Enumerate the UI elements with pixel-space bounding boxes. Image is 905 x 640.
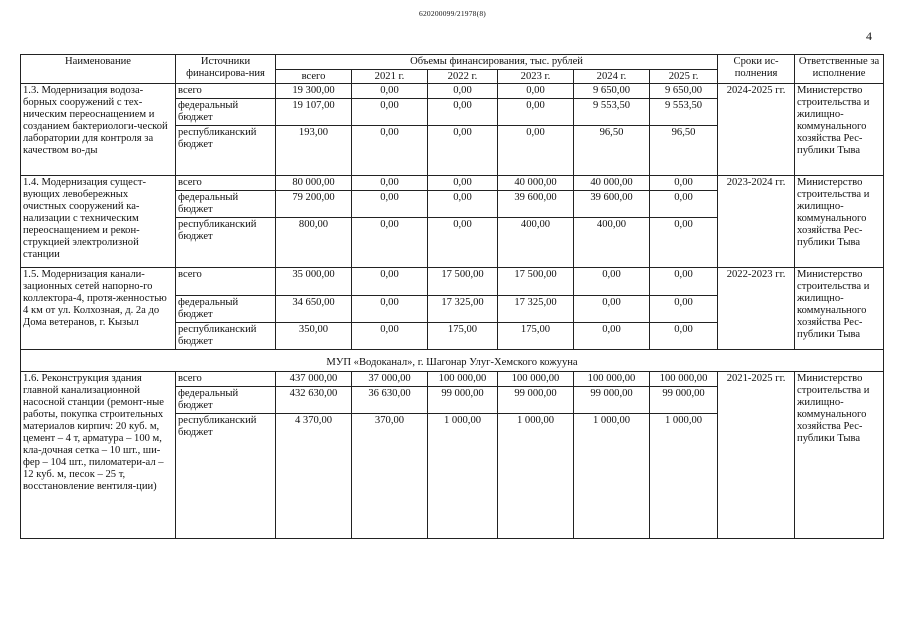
col-header-total: всего: [276, 69, 352, 84]
responsible-cell: Министерство строительства и жилищно-коммунального хозяйства Рес-публики Тыва: [795, 372, 884, 539]
value-cell: 432 630,00: [276, 387, 352, 414]
term-cell: 2024-2025 гг.: [718, 84, 795, 176]
source-cell: республиканский бюджет: [176, 414, 276, 539]
value-cell: 9 650,00: [574, 84, 650, 99]
value-cell: 0,00: [650, 218, 718, 268]
source-cell: всего: [176, 268, 276, 296]
source-cell: всего: [176, 84, 276, 99]
value-cell: 19 300,00: [276, 84, 352, 99]
responsible-cell: Министерство строительства и жилищно-коммунального хозяйства Рес-публики Тыва: [795, 176, 884, 268]
value-cell: 35 000,00: [276, 268, 352, 296]
col-header-2023: 2023 г.: [498, 69, 574, 84]
project-name: 1.5. Модернизация канали-зационных сетей напорно-го коллектора-4, протя-женностью 4 км от ул. Колхозная, д. 2а до Дома ветеранов, г. Кызыл: [21, 268, 176, 350]
value-cell: 175,00: [428, 323, 498, 350]
col-header-2024: 2024 г.: [574, 69, 650, 84]
section-title: МУП «Водоканал», г. Шагонар Улуг-Хемского кожууна: [21, 350, 884, 372]
value-cell: 100 000,00: [650, 372, 718, 387]
value-cell: 100 000,00: [428, 372, 498, 387]
value-cell: 0,00: [428, 84, 498, 99]
table-row: [21, 176, 884, 191]
page-number: 4: [866, 29, 872, 43]
value-cell: 19 107,00: [276, 99, 352, 126]
value-cell: 34 650,00: [276, 296, 352, 323]
term-cell: 2023-2024 гг.: [718, 176, 795, 268]
value-cell: 0,00: [574, 268, 650, 296]
value-cell: 99 000,00: [574, 387, 650, 414]
value-cell: 96,50: [650, 126, 718, 176]
value-cell: 0,00: [498, 99, 574, 126]
value-cell: 1 000,00: [498, 414, 574, 539]
table-row: [21, 372, 884, 387]
value-cell: 99 000,00: [428, 387, 498, 414]
col-header-volumes: Объемы финансирования, тыс. рублей: [276, 55, 718, 70]
col-header-responsible: Ответственные за исполнение: [795, 55, 884, 84]
value-cell: 0,00: [352, 176, 428, 191]
value-cell: 0,00: [352, 191, 428, 218]
source-cell: федеральный бюджет: [176, 296, 276, 323]
value-cell: 0,00: [352, 323, 428, 350]
value-cell: 17 325,00: [498, 296, 574, 323]
value-cell: 0,00: [650, 176, 718, 191]
value-cell: 99 000,00: [498, 387, 574, 414]
project-name: 1.4. Модернизация сущест-вующих левобережных очистных сооружений ка-нализации с техническим переоснащением и рекон-струкцией электролизной станции: [21, 176, 176, 268]
document-id: 620200099/21978(8): [419, 9, 486, 18]
value-cell: 350,00: [276, 323, 352, 350]
value-cell: 36 630,00: [352, 387, 428, 414]
header-row-1: [21, 55, 884, 70]
value-cell: 0,00: [352, 126, 428, 176]
col-header-name: Наименование: [21, 55, 176, 84]
financing-table: [20, 54, 884, 539]
source-cell: республиканский бюджет: [176, 126, 276, 176]
col-header-2021: 2021 г.: [352, 69, 428, 84]
source-cell: федеральный бюджет: [176, 99, 276, 126]
value-cell: 800,00: [276, 218, 352, 268]
value-cell: 0,00: [352, 268, 428, 296]
table-row: [21, 268, 884, 296]
value-cell: 0,00: [352, 99, 428, 126]
value-cell: 0,00: [498, 84, 574, 99]
value-cell: 0,00: [650, 268, 718, 296]
value-cell: 99 000,00: [650, 387, 718, 414]
value-cell: 79 200,00: [276, 191, 352, 218]
value-cell: 1 000,00: [650, 414, 718, 539]
value-cell: 17 325,00: [428, 296, 498, 323]
value-cell: 0,00: [352, 296, 428, 323]
value-cell: 0,00: [650, 323, 718, 350]
value-cell: 0,00: [352, 218, 428, 268]
value-cell: 1 000,00: [428, 414, 498, 539]
value-cell: 17 500,00: [498, 268, 574, 296]
source-cell: республиканский бюджет: [176, 323, 276, 350]
value-cell: 40 000,00: [574, 176, 650, 191]
value-cell: 80 000,00: [276, 176, 352, 191]
source-cell: республиканский бюджет: [176, 218, 276, 268]
responsible-cell: Министерство строительства и жилищно-коммунального хозяйства Рес-публики Тыва: [795, 84, 884, 176]
col-header-2022: 2022 г.: [428, 69, 498, 84]
value-cell: 175,00: [498, 323, 574, 350]
value-cell: 370,00: [352, 414, 428, 539]
project-name: 1.6. Реконструкция здания главной канализационной насосной станции (ремонт-ные работы, покупка строительных материалов кирпич: 20 куб. м, цемент – 4 т, арматура – 100 м, кла-дочная сетка – 10 шт., ши-фер – 104 шт., пиломатери-ал – 12 куб. м, песок – 25 т, восстановление вентиля-ции): [21, 372, 176, 539]
value-cell: 0,00: [352, 84, 428, 99]
section-row: [21, 350, 884, 372]
col-header-2025: 2025 г.: [650, 69, 718, 84]
source-cell: всего: [176, 372, 276, 387]
value-cell: 39 600,00: [574, 191, 650, 218]
value-cell: 400,00: [574, 218, 650, 268]
project-name: 1.3. Модернизация водоза-борных сооружений с тех-ническим переоснащением и созданием бактериологи-ческой лаборатории для контроля за качеством во-ды: [21, 84, 176, 176]
value-cell: 0,00: [650, 191, 718, 218]
table-row: [21, 84, 884, 99]
value-cell: 0,00: [650, 296, 718, 323]
value-cell: 0,00: [428, 176, 498, 191]
term-cell: 2022-2023 гг.: [718, 268, 795, 350]
value-cell: 0,00: [574, 296, 650, 323]
value-cell: 37 000,00: [352, 372, 428, 387]
col-header-source: Источники финансирова-ния: [176, 55, 276, 84]
value-cell: 0,00: [574, 323, 650, 350]
value-cell: 9 650,00: [650, 84, 718, 99]
value-cell: 0,00: [498, 126, 574, 176]
value-cell: 400,00: [498, 218, 574, 268]
value-cell: 40 000,00: [498, 176, 574, 191]
value-cell: 1 000,00: [574, 414, 650, 539]
value-cell: 96,50: [574, 126, 650, 176]
value-cell: 39 600,00: [498, 191, 574, 218]
col-header-terms: Сроки ис-полнения: [718, 55, 795, 84]
value-cell: 9 553,50: [650, 99, 718, 126]
source-cell: федеральный бюджет: [176, 387, 276, 414]
value-cell: 17 500,00: [428, 268, 498, 296]
value-cell: 100 000,00: [498, 372, 574, 387]
responsible-cell: Министерство строительства и жилищно-коммунального хозяйства Рес-публики Тыва: [795, 268, 884, 350]
source-cell: федеральный бюджет: [176, 191, 276, 218]
term-cell: 2021-2025 гг.: [718, 372, 795, 539]
value-cell: 4 370,00: [276, 414, 352, 539]
value-cell: 0,00: [428, 218, 498, 268]
value-cell: 0,00: [428, 191, 498, 218]
value-cell: 0,00: [428, 126, 498, 176]
value-cell: 437 000,00: [276, 372, 352, 387]
value-cell: 193,00: [276, 126, 352, 176]
value-cell: 9 553,50: [574, 99, 650, 126]
value-cell: 100 000,00: [574, 372, 650, 387]
source-cell: всего: [176, 176, 276, 191]
value-cell: 0,00: [428, 99, 498, 126]
